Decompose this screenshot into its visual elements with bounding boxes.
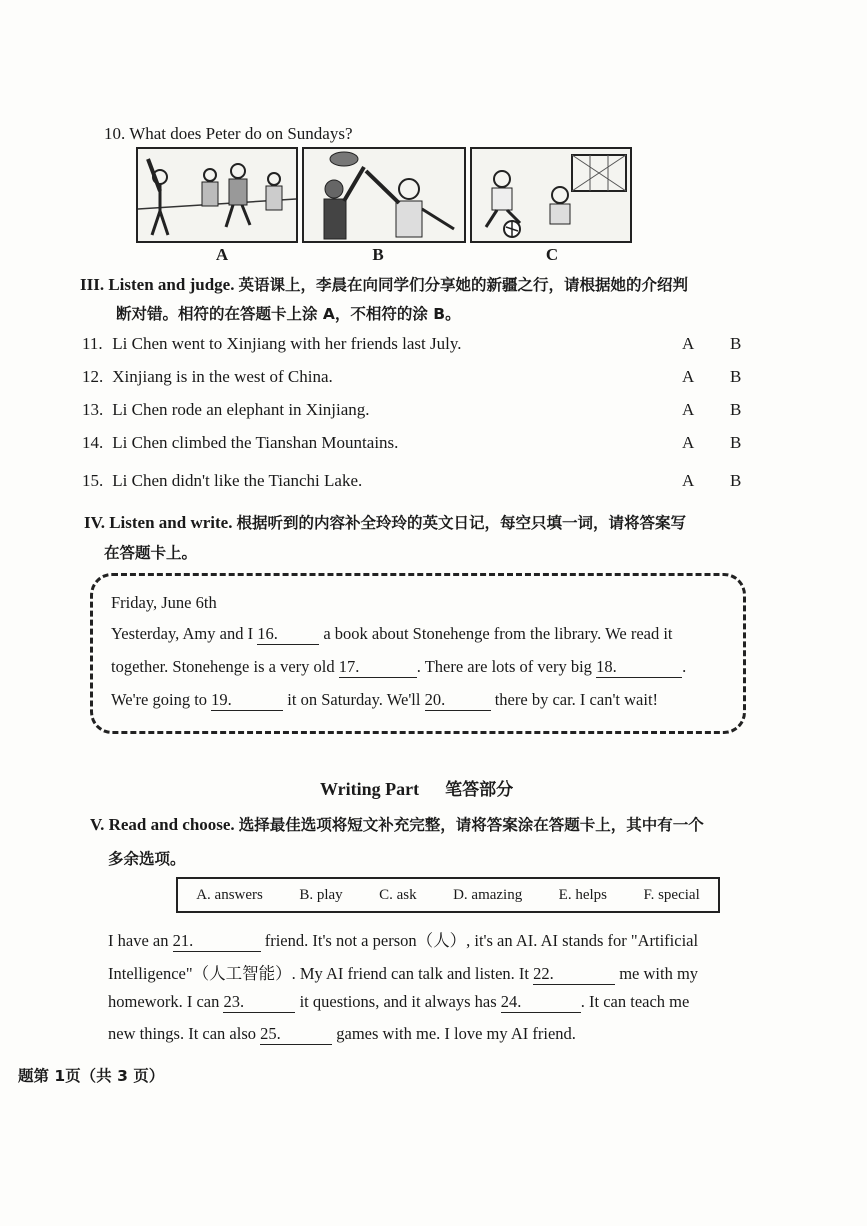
choice-b[interactable]: B (730, 471, 742, 490)
diary-line-2 (111, 657, 686, 678)
passage-text: . It can teach me (580, 992, 690, 1011)
football-icon (472, 149, 630, 241)
passage-text: games with me. I love my AI friend. (336, 1024, 576, 1043)
passage-text: new things. It can also (108, 1024, 257, 1043)
item-text: Li Chen didn't like the Tianchi Lake. (112, 471, 363, 490)
baseball-icon (138, 149, 296, 241)
passage-text: homework. I can (108, 992, 220, 1011)
blank-20[interactable]: 20. (425, 690, 491, 711)
page-footer: 题第 1页（共 3 页） (18, 1067, 165, 1085)
choice-a[interactable]: A (682, 433, 695, 452)
passage-line-3 (108, 992, 689, 1013)
passage-line-2 (108, 960, 698, 985)
section-3-instruction-1: 英语课上，李晨在向同学们分享她的新疆之行，请根据她的介绍判 (238, 276, 688, 294)
passage-line-4 (108, 1024, 576, 1045)
item-text: Li Chen rode an elephant in Xinjiang. (112, 400, 370, 419)
section-4-header (84, 511, 784, 533)
item-number: 13. (82, 400, 104, 419)
section-4-instruction-2: 在答题卡上。 (104, 544, 198, 562)
diary-text: . (682, 657, 687, 676)
option-c-label: C (545, 245, 559, 264)
blank-16[interactable]: 16. (257, 624, 319, 645)
item-text: Li Chen climbed the Tianshan Mountains. (112, 433, 399, 452)
item-number: 14. (82, 433, 104, 452)
choice-a[interactable]: A (682, 400, 695, 419)
diary-line-3 (111, 690, 658, 711)
section-3-instruction-2: 断对错。相符的在答题卡上涂 A，不相符的涂 B。 (116, 305, 461, 323)
item-text: Xinjiang is in the west of China. (112, 367, 333, 386)
diary-text: it on Saturday. We'll (287, 690, 421, 709)
option-a: A. answers (196, 886, 263, 903)
question-10: 10. What does Peter do on Sundays? (104, 124, 353, 143)
writing-part-en: Writing Part (320, 779, 420, 799)
blank-18[interactable]: 18. (596, 657, 682, 678)
blank-19[interactable]: 19. (211, 690, 283, 711)
option-b: B. play (299, 886, 343, 903)
diary-line-1 (111, 624, 673, 645)
writing-part-cn: 笔答部分 (445, 780, 514, 800)
judge-item-12 (82, 367, 762, 393)
section-5-instruction-1: 选择最佳选项将短文补充完整，请将答案涂在答题卡上，其中有一个 (238, 816, 704, 834)
section-4-instruction-1: 根据听到的内容补全玲玲的英文日记，每空只填一词，请将答案写 (236, 514, 686, 532)
choice-b[interactable]: B (730, 367, 742, 386)
passage-text: I have an (108, 931, 169, 950)
choice-a[interactable]: A (682, 367, 695, 386)
basketball-icon (304, 149, 464, 241)
item-number: 15. (82, 471, 104, 490)
judge-item-13 (82, 400, 762, 426)
option-a-label: A (215, 245, 229, 264)
judge-item-14 (82, 433, 762, 459)
blank-22[interactable]: 22. (533, 964, 615, 985)
diary-text: a book about Stonehenge from the library. We read it (323, 624, 673, 643)
passage-line-1 (108, 927, 698, 952)
option-b-label: B (372, 245, 384, 264)
blank-25[interactable]: 25. (260, 1024, 332, 1045)
option-c-picture (470, 147, 632, 243)
item-number: 12. (82, 367, 104, 386)
option-f: F. special (643, 886, 700, 903)
choice-b[interactable]: B (730, 433, 742, 452)
passage-text: me with my (619, 964, 699, 983)
diary-date: Friday, June 6th (111, 593, 217, 612)
blank-23[interactable]: 23. (223, 992, 295, 1013)
option-d: D. amazing (453, 886, 523, 903)
option-c: C. ask (379, 886, 417, 903)
choice-b[interactable]: B (730, 400, 742, 419)
choice-a[interactable]: A (682, 334, 695, 353)
blank-24[interactable]: 24. (501, 992, 581, 1013)
section-4-title: IV. Listen and write. (84, 513, 233, 532)
passage-text: Intelligence"（人工智能）. My AI friend can talk and listen. It (108, 964, 529, 983)
diary-box (90, 573, 746, 734)
blank-17[interactable]: 17. (339, 657, 417, 678)
diary-text: there by car. I can't wait! (494, 690, 659, 709)
diary-text: Yesterday, Amy and I (111, 624, 254, 643)
judge-item-11 (82, 334, 762, 360)
blank-21[interactable]: 21. (173, 931, 261, 952)
word-options-box (176, 877, 720, 913)
writing-part-header (320, 775, 513, 800)
passage-text: it questions, and it always has (299, 992, 497, 1011)
judge-item-15 (82, 471, 762, 497)
section-3-header (80, 273, 780, 295)
choice-a[interactable]: A (682, 471, 695, 490)
option-e: E. helps (558, 886, 607, 903)
choice-b[interactable]: B (730, 334, 742, 353)
section-3-title: III. Listen and judge. (80, 275, 235, 294)
option-a-picture (136, 147, 298, 243)
option-b-picture (302, 147, 466, 243)
passage-text: friend. It's not a person（人）, it's an AI. AI stands for "Artificial (264, 931, 699, 950)
section-5-header (90, 813, 790, 835)
item-text: Li Chen went to Xinjiang with her friends last July. (112, 334, 462, 353)
diary-text: together. Stonehenge is a very old (111, 657, 335, 676)
diary-text: We're going to (111, 690, 208, 709)
section-5-instruction-2: 多余选项。 (108, 850, 186, 868)
diary-text: . There are lots of very big (416, 657, 592, 676)
section-5-title: V. Read and choose. (90, 815, 235, 834)
item-number: 11. (82, 334, 103, 353)
